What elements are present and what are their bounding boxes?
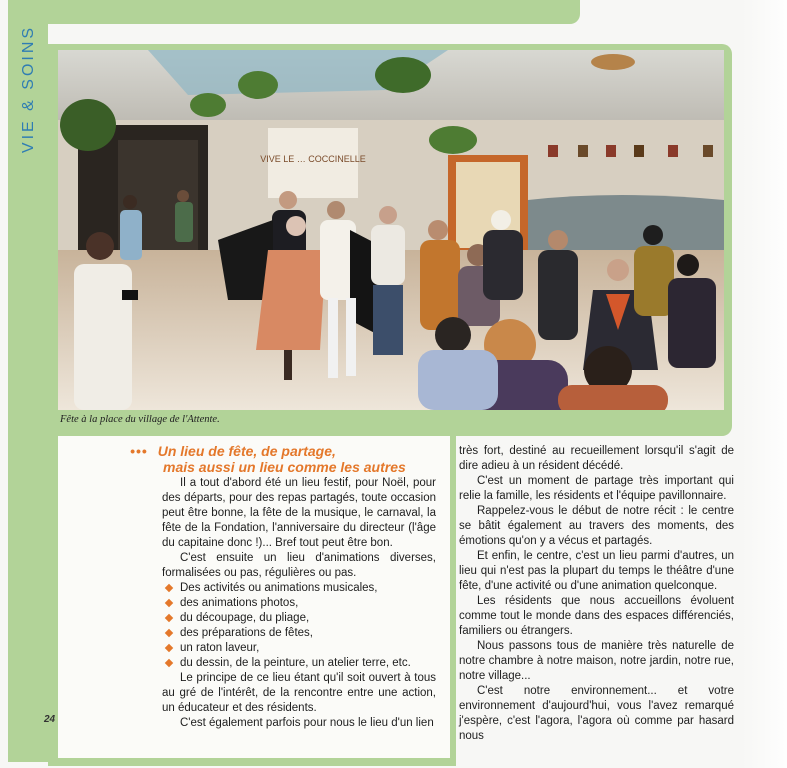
paragraph: Nous passons tous de manière très naturelle de notre chambre à notre maison, notre jardin, notre rue, notre village... <box>459 640 734 682</box>
list-item: du découpage, du pliage, <box>162 611 436 626</box>
section-label-text: VIE & SOINS <box>20 24 37 154</box>
activity-list <box>162 581 436 671</box>
paragraph: C'est également parfois pour nous le lieu d'un lien <box>180 717 434 729</box>
paragraph: C'est ensuite un lieu d'animations diverses, formalisées ou pas, régulières ou pas. <box>162 552 436 579</box>
photo-illustration <box>58 50 724 410</box>
list-item: des animations photos, <box>162 596 436 611</box>
banner-text: VIVE LE … COCCINELLE <box>260 154 366 164</box>
paragraph: C'est notre environnement... et votre environnement d'aujourd'hui, vous l'avez remarqué j'espère, c'est l'agora, l'agora où comme par hasard nous <box>459 685 734 742</box>
text-column-left <box>162 476 436 731</box>
page-number: 24 <box>44 714 56 725</box>
paragraph: Et enfin, le centre, c'est un lieu parmi d'autres, un lieu qui n'est pas la plupart du temps le théâtre d'une fête, d'une activité ou d'une animation quelconque. <box>459 550 734 592</box>
list-item: des préparations de fêtes, <box>162 626 436 641</box>
list-item: un raton laveur, <box>162 641 436 656</box>
paragraph: très fort, destiné au recueillement lorsqu'il s'agit de dire adieu à un résident décédé. <box>459 445 734 472</box>
paragraph: C'est un moment de partage très important qui relie la famille, les résidents et l'équipe pavillonnaire. <box>459 475 734 502</box>
photo-caption: Fête à la place du village de l'Attente. <box>60 414 220 425</box>
article-heading <box>130 443 406 475</box>
heading-line-1: Un lieu de fête, de partage, <box>157 443 336 459</box>
page-edge-shadow <box>742 0 787 768</box>
heading-bullet-dots: ••• <box>130 443 148 459</box>
paragraph: Il a tout d'abord été un lieu festif, pour Noël, pour des départs, pour des repas partagés, toute occasion peut être bonne, la fête de la musique, le carnaval, la fête de la Fondation, l'anniversaire du directeur (l'âge du capitaine donc !)... Bref tout peut être bon. <box>162 477 436 549</box>
event-photo <box>58 50 724 410</box>
list-item: Des activités ou animations musicales, <box>162 581 436 596</box>
section-label <box>14 24 42 160</box>
paragraph: Les résidents que nous accueillons évoluent comme tout le monde dans des espaces différenciés, familiers ou étrangers. <box>459 595 734 637</box>
paragraph: Le principe de ce lieu étant qu'il soit ouvert à tous au gré de l'intérêt, de la rencontre entre une action, un éducateur et des résidents. <box>162 672 436 714</box>
list-item: du dessin, de la peinture, un atelier terre, etc. <box>162 656 436 671</box>
text-column-right <box>459 444 734 744</box>
paragraph: Rappelez-vous le début de notre récit : le centre se bâtit également au travers des moments, des émotions qu'on y a vécus et partagés. <box>459 505 734 547</box>
heading-line-2: mais aussi un lieu comme les autres <box>163 459 406 475</box>
top-green-bar <box>8 0 580 24</box>
